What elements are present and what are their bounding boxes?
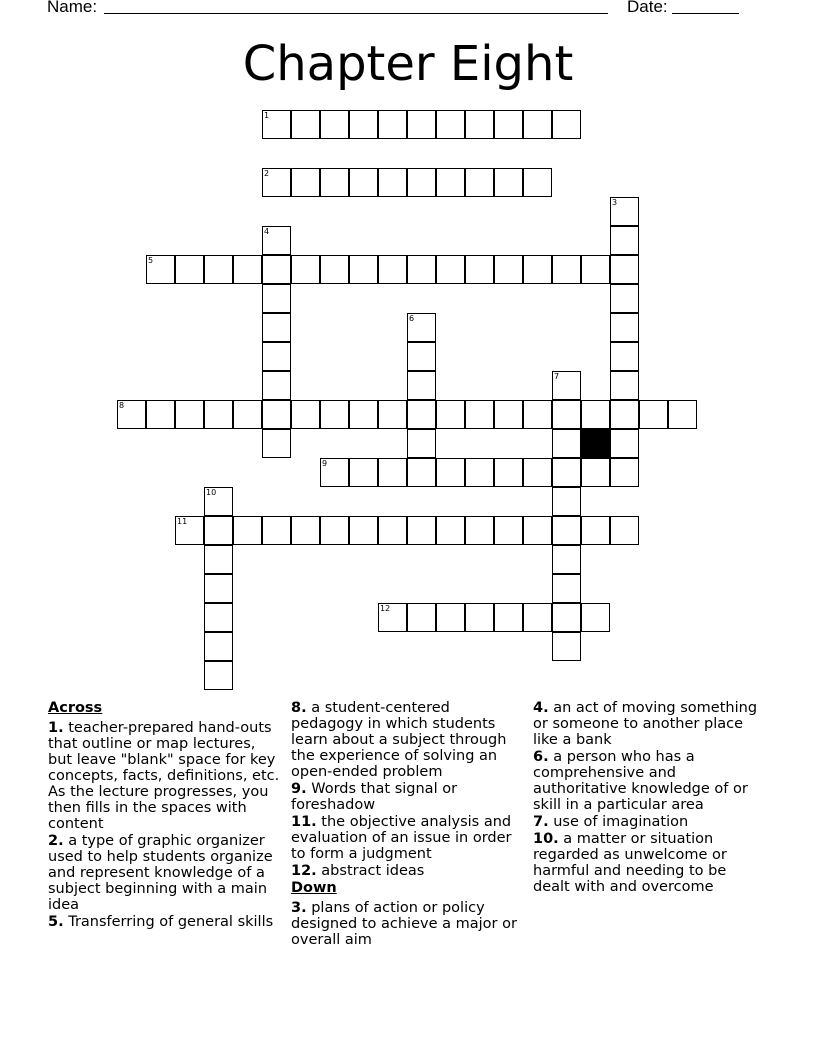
grid-cell[interactable] (610, 516, 639, 545)
grid-cell[interactable] (494, 400, 523, 429)
grid-cell[interactable] (262, 400, 291, 429)
grid-cell[interactable] (407, 168, 436, 197)
grid-cell[interactable] (291, 168, 320, 197)
grid-cell[interactable] (436, 110, 465, 139)
grid-cell[interactable] (175, 255, 204, 284)
grid-cell[interactable] (407, 313, 436, 342)
grid-cell[interactable] (320, 458, 349, 487)
grid-cell[interactable] (523, 603, 552, 632)
grid-cell[interactable] (465, 168, 494, 197)
grid-cell[interactable] (494, 168, 523, 197)
grid-cell[interactable] (291, 255, 320, 284)
grid-cell[interactable] (349, 110, 378, 139)
clues-column-1 (48, 700, 282, 931)
grid-cell[interactable] (320, 400, 349, 429)
grid-cell[interactable] (349, 516, 378, 545)
grid-cell[interactable] (262, 313, 291, 342)
grid-cell[interactable] (494, 516, 523, 545)
clue-down-4: 4. an act of moving something or someone to another place like a bank (533, 700, 758, 748)
grid-cell[interactable] (581, 516, 610, 545)
clue-number: 5 (148, 256, 154, 265)
grid-cell[interactable] (262, 429, 291, 458)
clue-across-9: 9. Words that signal or foreshadow (291, 781, 458, 813)
clue-across-2: 2. a type of graphic organizer used to help students organize and represent knowledge of a subject beginning with a main idea (48, 833, 273, 913)
grid-cell[interactable] (378, 603, 407, 632)
clue-across-12: 12. abstract ideas (291, 863, 425, 879)
grid-cell[interactable] (175, 400, 204, 429)
grid-cell[interactable] (465, 400, 494, 429)
clue-number: 2 (264, 169, 270, 178)
grid-cell[interactable] (204, 487, 233, 516)
grid-cell[interactable] (552, 632, 581, 661)
grid-cell[interactable] (349, 458, 378, 487)
clue-down-10: 10. a matter or situation regarded as unwelcome or harmful and needing to be dealt with and overcome (533, 831, 727, 895)
grid-cell[interactable] (610, 429, 639, 458)
clue-number: 11 (177, 517, 188, 526)
grid-cell[interactable] (610, 226, 639, 255)
grid-cell[interactable] (233, 516, 262, 545)
grid-cell[interactable] (407, 400, 436, 429)
grid-cell[interactable] (552, 516, 581, 545)
clue-down-6: 6. a person who has a comprehensive and authoritative knowledge of or skill in a particular area (533, 749, 748, 813)
clue-down-7: 7. use of imagination (533, 814, 689, 830)
grid-cell[interactable] (465, 255, 494, 284)
grid-cell[interactable] (349, 255, 378, 284)
grid-cell[interactable] (407, 458, 436, 487)
grid-cell[interactable] (581, 603, 610, 632)
grid-cell[interactable] (552, 255, 581, 284)
grid-cell[interactable] (581, 458, 610, 487)
grid-cell[interactable] (407, 429, 436, 458)
grid-cell[interactable] (523, 255, 552, 284)
grid-cell[interactable] (204, 400, 233, 429)
clues-column-2 (291, 700, 525, 949)
grid-cell[interactable] (233, 400, 262, 429)
clue-number: 8 (119, 401, 125, 410)
grid-cell[interactable] (552, 400, 581, 429)
grid-cell[interactable] (407, 110, 436, 139)
grid-cell[interactable] (552, 545, 581, 574)
grid-cell[interactable] (436, 516, 465, 545)
grid-cell[interactable] (407, 516, 436, 545)
grid-cell[interactable] (262, 110, 291, 139)
clue-number: 4 (264, 227, 270, 236)
page-title: Chapter Eight (242, 36, 574, 92)
clue-across-5: 5. Transferring of general skills (48, 914, 274, 930)
grid-cell[interactable] (291, 400, 320, 429)
grid-cell[interactable] (320, 516, 349, 545)
grid-cell[interactable] (610, 342, 639, 371)
grid-cell[interactable] (204, 632, 233, 661)
clue-across-1: 1. teacher-prepared hand-outs that outline or map lectures, but leave "blank" space for key concepts, facts, definitions, etc. As the lecture progresses, you then fills in the spaces with content (48, 720, 280, 832)
grid-cell[interactable] (523, 400, 552, 429)
date-label: Date: (627, 0, 668, 16)
grid-cell[interactable] (204, 516, 233, 545)
grid-cell[interactable] (552, 458, 581, 487)
grid-cell[interactable] (552, 603, 581, 632)
grid-cell[interactable] (523, 110, 552, 139)
grid-cell[interactable] (610, 313, 639, 342)
grid-cell[interactable] (378, 255, 407, 284)
grid-cell[interactable] (668, 400, 697, 429)
grid-cell[interactable] (407, 342, 436, 371)
clue-across-8: 8. a student-centered pedagogy in which students learn about a subject through the experience of solving an open-ended problem (291, 700, 507, 780)
grid-cell[interactable] (378, 400, 407, 429)
grid-cell[interactable] (262, 255, 291, 284)
name-label: Name: (47, 0, 98, 16)
grid-cell[interactable] (378, 458, 407, 487)
grid-cell[interactable] (146, 255, 175, 284)
grid-cell[interactable] (320, 255, 349, 284)
grid-cell[interactable] (610, 458, 639, 487)
across-heading: Across (48, 700, 103, 716)
grid-cell[interactable] (117, 400, 146, 429)
grid-cell[interactable] (349, 168, 378, 197)
clue-number: 1 (264, 111, 270, 120)
grid-cell[interactable] (291, 110, 320, 139)
grid-cell[interactable] (262, 284, 291, 313)
grid-cell[interactable] (552, 429, 581, 458)
clue-number: 9 (322, 459, 328, 468)
grid-cell[interactable] (494, 458, 523, 487)
grid-cell[interactable] (204, 255, 233, 284)
grid-cell[interactable] (262, 342, 291, 371)
grid-cell[interactable] (204, 661, 233, 690)
clue-number: 12 (380, 604, 391, 613)
grid-cell[interactable] (552, 487, 581, 516)
grid-cell[interactable] (436, 168, 465, 197)
grid-cell[interactable] (262, 516, 291, 545)
grid-cell[interactable] (436, 255, 465, 284)
grid-cell[interactable] (610, 197, 639, 226)
grid-cell[interactable] (465, 516, 494, 545)
grid-cell[interactable] (465, 603, 494, 632)
grid-cell[interactable] (465, 110, 494, 139)
clue-number: 10 (206, 488, 217, 497)
grid-cell[interactable] (523, 516, 552, 545)
grid-cell[interactable] (407, 371, 436, 400)
clue-number: 3 (612, 198, 618, 207)
grid-cell[interactable] (610, 284, 639, 313)
grid-cell[interactable] (610, 371, 639, 400)
grid-cell[interactable] (378, 168, 407, 197)
grid-cell[interactable] (494, 603, 523, 632)
grid-cell[interactable] (581, 400, 610, 429)
grid-cell[interactable] (349, 400, 378, 429)
grid-cell[interactable] (552, 371, 581, 400)
grid-cell[interactable] (610, 255, 639, 284)
grid-cell[interactable] (523, 168, 552, 197)
clues-column-3 (533, 700, 765, 896)
grid-cell[interactable] (552, 110, 581, 139)
grid-cell[interactable] (581, 255, 610, 284)
grid-cell[interactable] (204, 545, 233, 574)
grid-cell[interactable] (262, 168, 291, 197)
grid-cell[interactable] (262, 226, 291, 255)
grid-block (581, 429, 610, 458)
grid-cell[interactable] (378, 110, 407, 139)
grid-cell[interactable] (436, 400, 465, 429)
grid-cell[interactable] (320, 110, 349, 139)
clue-number: 7 (554, 372, 560, 381)
grid-cell[interactable] (494, 110, 523, 139)
grid-cell[interactable] (204, 603, 233, 632)
grid-cell[interactable] (436, 458, 465, 487)
down-heading: Down (291, 880, 337, 896)
grid-cell[interactable] (175, 516, 204, 545)
grid-cell[interactable] (146, 400, 175, 429)
clue-down-3: 3. plans of action or policy designed to achieve a major or overall aim (291, 900, 517, 948)
grid-cell[interactable] (204, 574, 233, 603)
grid-cell[interactable] (291, 516, 320, 545)
grid-cell[interactable] (610, 400, 639, 429)
grid-cell[interactable] (378, 516, 407, 545)
grid-cell[interactable] (407, 255, 436, 284)
grid-cell[interactable] (494, 255, 523, 284)
clue-number: 6 (409, 314, 415, 323)
grid-cell[interactable] (639, 400, 668, 429)
clue-across-11: 11. the objective analysis and evaluation of an issue in order to form a judgment (291, 814, 512, 862)
grid-cell[interactable] (262, 371, 291, 400)
grid-cell[interactable] (436, 603, 465, 632)
grid-cell[interactable] (523, 458, 552, 487)
grid-cell[interactable] (465, 458, 494, 487)
grid-cell[interactable] (233, 255, 262, 284)
grid-cell[interactable] (552, 574, 581, 603)
grid-cell[interactable] (407, 603, 436, 632)
grid-cell[interactable] (320, 168, 349, 197)
